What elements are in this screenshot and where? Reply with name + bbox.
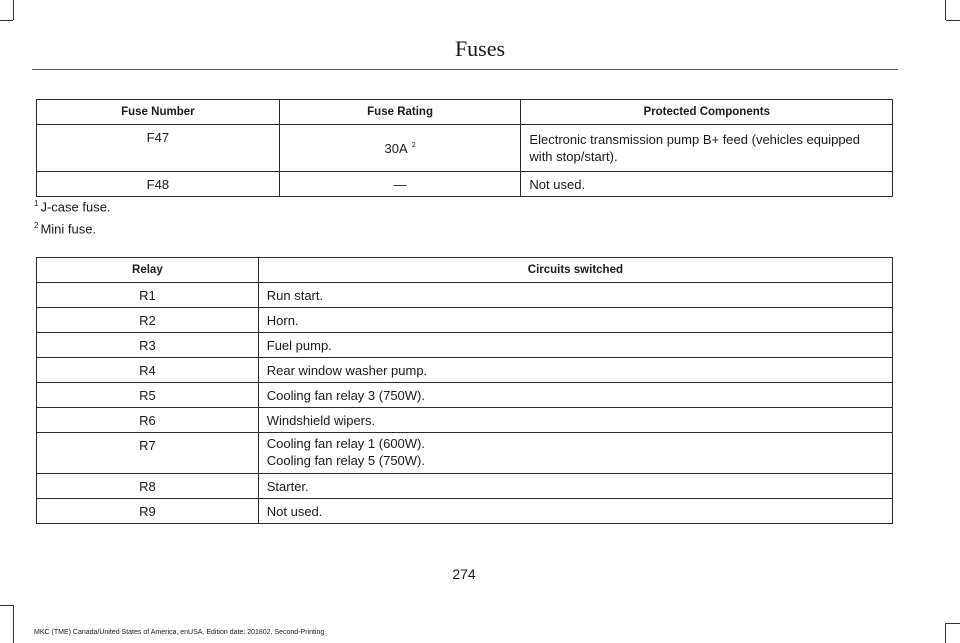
- relay-table: [36, 257, 893, 524]
- circuit-cell: Run start.: [258, 283, 892, 308]
- protected-components-cell: Not used.: [521, 172, 893, 197]
- circuit-cell: Cooling fan relay 3 (750W).: [258, 383, 892, 408]
- circuit-cell: Windshield wipers.: [258, 408, 892, 433]
- column-header-fuse-number: Fuse Number: [37, 100, 280, 125]
- circuit-cell: [258, 433, 892, 474]
- footnote-text: Mini fuse.: [40, 221, 97, 237]
- footnote-text: J-case fuse.: [40, 199, 111, 215]
- table-row: [37, 408, 893, 433]
- fuse-number-cell: F47: [37, 125, 280, 172]
- page-title: Fuses: [454, 36, 506, 61]
- column-header-fuse-rating: Fuse Rating: [279, 100, 521, 125]
- circuit-cell: Horn.: [258, 308, 892, 333]
- circuit-cell: Rear window washer pump.: [258, 358, 892, 383]
- table-row: [37, 308, 893, 333]
- table-header-row: [37, 100, 893, 125]
- circuit-cell: Not used.: [258, 499, 892, 524]
- fuse-table: [36, 99, 893, 197]
- relay-cell: R3: [37, 333, 259, 358]
- column-header-protected-components: Protected Components: [521, 100, 893, 125]
- protected-components-cell: Electronic transmission pump B+ feed (vehicles equipped with stop/start).: [521, 125, 893, 172]
- relay-cell: R7: [37, 433, 259, 474]
- crop-mark-top-left-h: [0, 20, 13, 21]
- footnote-item: [34, 194, 111, 216]
- relay-cell: R4: [37, 358, 259, 383]
- table-row: [37, 358, 893, 383]
- fuse-rating-cell: [279, 125, 521, 172]
- fuse-rating-footnote-marker: 2: [411, 142, 416, 150]
- table-row: [37, 172, 893, 197]
- circuit-cell: Starter.: [258, 474, 892, 499]
- crop-mark-bottom-right-h: [946, 623, 960, 624]
- crop-mark-bottom-left-v: [13, 605, 14, 643]
- circuit-line: Cooling fan relay 5 (750W).: [266, 453, 425, 468]
- relay-cell: R2: [37, 308, 259, 333]
- column-header-relay: Relay: [37, 258, 259, 283]
- circuit-cell: Fuel pump.: [258, 333, 892, 358]
- table-row: [37, 499, 893, 524]
- edition-info: MKC (TME) Canada/United States of America, enUSA, Edition date: 201802, Second-Printing: [34, 629, 325, 636]
- table-row: [37, 433, 893, 474]
- circuit-line: Cooling fan relay 1 (600W).: [266, 436, 425, 451]
- footnote-marker: 2: [34, 221, 39, 231]
- table-row: [37, 283, 893, 308]
- fuse-rating-value: 30A: [384, 140, 408, 156]
- table-row: [37, 474, 893, 499]
- relay-cell: R6: [37, 408, 259, 433]
- page-number: 274: [452, 566, 476, 582]
- table-row: [37, 333, 893, 358]
- crop-mark-top-right-v: [945, 0, 946, 20]
- relay-cell: R1: [37, 283, 259, 308]
- footnotes: [34, 194, 111, 239]
- relay-cell: R5: [37, 383, 259, 408]
- crop-mark-bottom-right-v: [945, 623, 946, 643]
- fuse-number-cell: F48: [37, 172, 280, 197]
- crop-mark-bottom-left-h: [0, 605, 13, 606]
- table-row: [37, 125, 893, 172]
- relay-cell: R9: [37, 499, 259, 524]
- table-header-row: [37, 258, 893, 283]
- crop-mark-top-right-h: [946, 20, 960, 21]
- footnote-marker: 1: [34, 199, 39, 208]
- header-rule: [32, 69, 898, 70]
- crop-mark-top-left-v: [13, 0, 14, 20]
- fuse-rating-cell: —: [279, 172, 521, 197]
- relay-cell: R8: [37, 474, 259, 499]
- column-header-circuits-switched: Circuits switched: [258, 258, 892, 283]
- table-row: [37, 383, 893, 408]
- footnote-item: [34, 216, 111, 238]
